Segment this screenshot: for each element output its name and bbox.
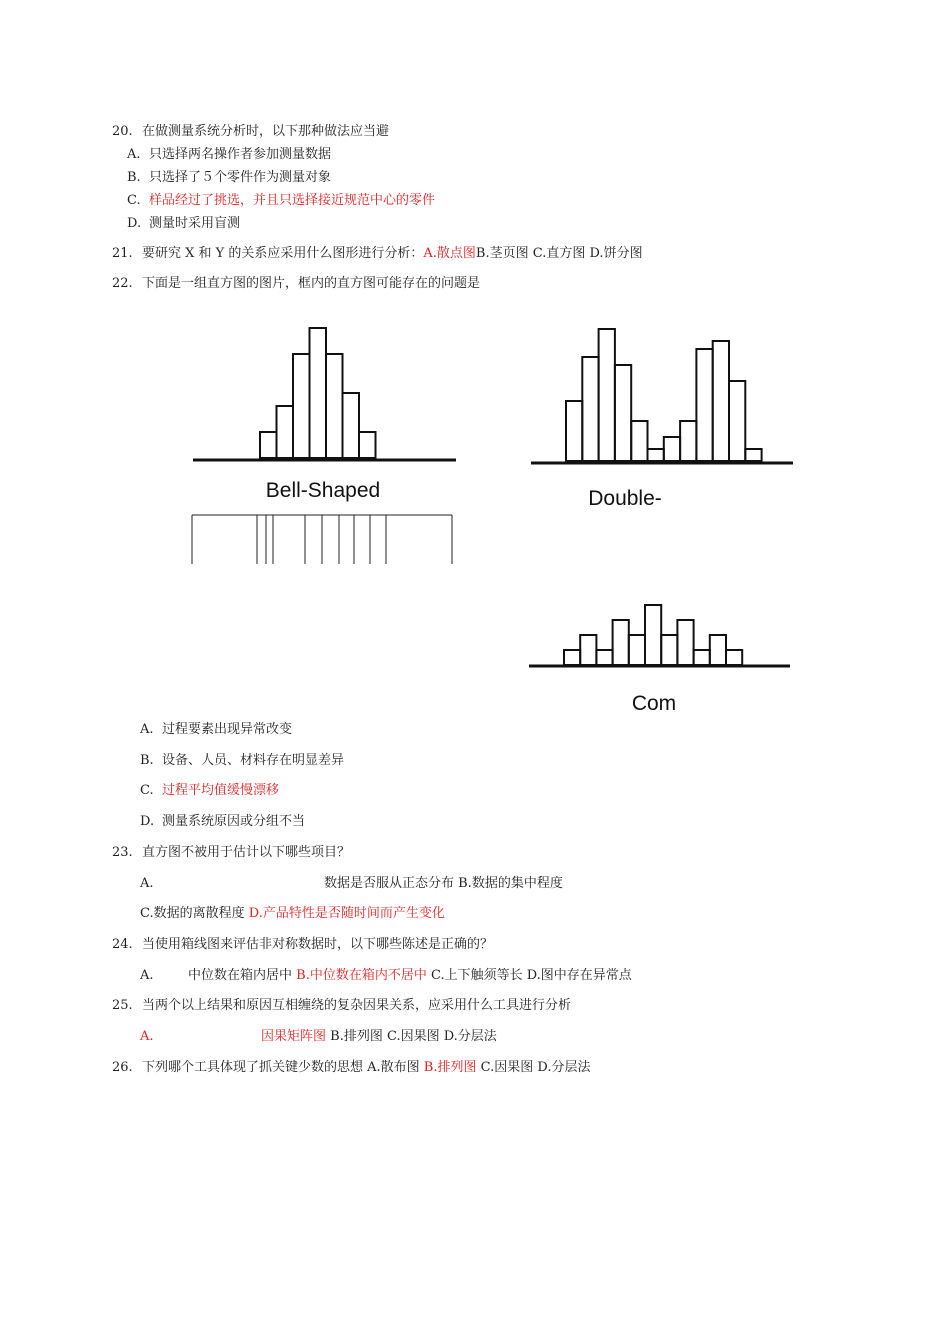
option-c-answer	[127, 192, 435, 210]
question-number: 25.	[112, 998, 133, 1013]
histogram-bar	[615, 365, 631, 461]
histogram-label: Bell-Shaped	[265, 479, 381, 502]
frame-fragment	[192, 515, 452, 564]
question-number: 22.	[112, 276, 133, 291]
q23-options-line-1	[140, 875, 563, 893]
bell-shaped-histogram	[190, 320, 465, 570]
option-b	[140, 752, 344, 770]
answer-b: B.排列图	[423, 1060, 477, 1075]
histogram-bar	[664, 437, 680, 461]
answer-a: 因果矩阵图	[261, 1029, 327, 1044]
option-b	[127, 169, 331, 187]
question-number: 23.	[112, 845, 133, 860]
other-options: B.排列图 C.因果图 D.分层法	[326, 1029, 497, 1044]
question-number: 20.	[112, 124, 133, 139]
option-label: B.	[140, 753, 154, 768]
option-text: 只选择了５个零件作为测量对象	[149, 170, 332, 185]
question-number: 26.	[112, 1060, 133, 1075]
question-text: 下面是一组直方图的图片，框内的直方图可能存在的问题是	[142, 276, 481, 291]
question-text: 要研究 X 和 Y 的关系应采用什么图形进行分析：	[142, 246, 424, 261]
histogram-bar	[599, 329, 615, 461]
histogram-bar	[343, 393, 360, 458]
option-text: 过程要素出现异常改变	[162, 722, 293, 737]
histogram-bar	[326, 354, 343, 458]
option-c-answer	[140, 782, 279, 800]
histogram-bar	[277, 406, 294, 458]
option-text: 中位数在箱内居中	[188, 968, 297, 983]
other-options: C.上下触须等长 D.图中存在异常点	[426, 968, 632, 983]
option-label: A.	[127, 147, 141, 162]
comb-histogram	[526, 595, 796, 715]
q24-options	[140, 967, 632, 985]
answer-b: B.中位数在箱内不居中	[296, 968, 427, 983]
q25-options	[140, 1028, 497, 1046]
option-label: A.	[140, 1029, 154, 1044]
question-21	[112, 245, 643, 263]
question-text: 当两个以上结果和原因互相缠绕的复杂因果关系，应采用什么工具进行分析	[142, 998, 572, 1013]
question-number: 24.	[112, 937, 133, 952]
option-d	[127, 215, 240, 233]
option-label: B.	[127, 170, 141, 185]
option-label: A.	[140, 968, 154, 983]
question-24	[112, 936, 493, 954]
histogram-bar	[694, 650, 710, 665]
histogram-bar	[582, 357, 598, 461]
option-label: C.	[127, 193, 141, 208]
histogram-bar	[648, 449, 664, 461]
option-text: 样品经过了挑选，并且只选择接近规范中心的零件	[149, 193, 436, 208]
histogram-bar	[645, 605, 661, 665]
double-peaked-histogram	[528, 320, 798, 510]
other-options: B.茎页图 C.直方图 D.饼分图	[475, 246, 643, 261]
histogram-bar	[745, 449, 761, 461]
question-text: 直方图不被用于估计以下哪些项目？	[142, 845, 351, 860]
option-label: C.	[140, 783, 154, 798]
histogram-bar	[260, 432, 277, 458]
option-label: D.	[127, 216, 142, 231]
histogram-bar	[713, 341, 729, 461]
answer-a: A.散点图	[423, 246, 476, 261]
option-text: 过程平均值缓慢漂移	[162, 783, 280, 798]
q23-options-line-2	[140, 905, 445, 923]
option-text: 测量时采用盲测	[149, 216, 241, 231]
histogram-bar	[293, 354, 310, 458]
option-text: 测量系统原因或分组不当	[162, 814, 306, 829]
option-label: D.	[140, 814, 155, 829]
histogram-bar	[726, 650, 742, 665]
histogram-bar	[677, 620, 693, 665]
histogram-bar	[566, 401, 582, 461]
histogram-bar	[580, 635, 596, 665]
histogram-bar	[564, 650, 580, 665]
answer-d: D.产品特性是否随时间而产生变化	[248, 906, 445, 921]
histogram-bar	[596, 650, 612, 665]
question-number: 21.	[112, 246, 133, 261]
question-text: 下列哪个工具体现了抓关键少数的思想 A.散布图	[142, 1060, 424, 1075]
question-text: 当使用箱线图来评估非对称数据时，以下哪些陈述是正确的？	[142, 937, 494, 952]
option-text: 设备、人员、材料存在明显差异	[162, 753, 345, 768]
question-26	[112, 1059, 590, 1077]
option-d	[140, 813, 305, 831]
option-text: 只选择两名操作者参加测量数据	[149, 147, 332, 162]
histogram-bar	[729, 381, 745, 461]
histogram-bar	[680, 421, 696, 461]
histogram-bar	[359, 432, 376, 458]
question-23	[112, 844, 350, 862]
question-25	[112, 997, 571, 1015]
question-text: 在做测量系统分析时，以下那种做法应当避	[142, 124, 390, 139]
option-label: A.	[140, 722, 154, 737]
histogram-bar	[613, 620, 629, 665]
option-label: A.	[140, 876, 154, 891]
option-a	[127, 146, 331, 164]
histogram-bar	[310, 328, 327, 458]
histogram-bar	[661, 635, 677, 665]
histogram-bar	[696, 349, 712, 461]
other-options: C.因果图 D.分层法	[476, 1060, 591, 1075]
option-a	[140, 721, 292, 739]
histogram-label: Double-	[588, 487, 662, 510]
option-text: 数据是否服从正态分布 B.数据的集中程度	[324, 876, 563, 891]
histogram-label: Com	[631, 692, 677, 715]
question-22	[112, 275, 480, 293]
histogram-bar	[631, 421, 647, 461]
histogram-bar	[710, 635, 726, 665]
histogram-bar	[629, 635, 645, 665]
question-20	[112, 123, 389, 141]
option-text: C.数据的离散程度	[140, 906, 249, 921]
